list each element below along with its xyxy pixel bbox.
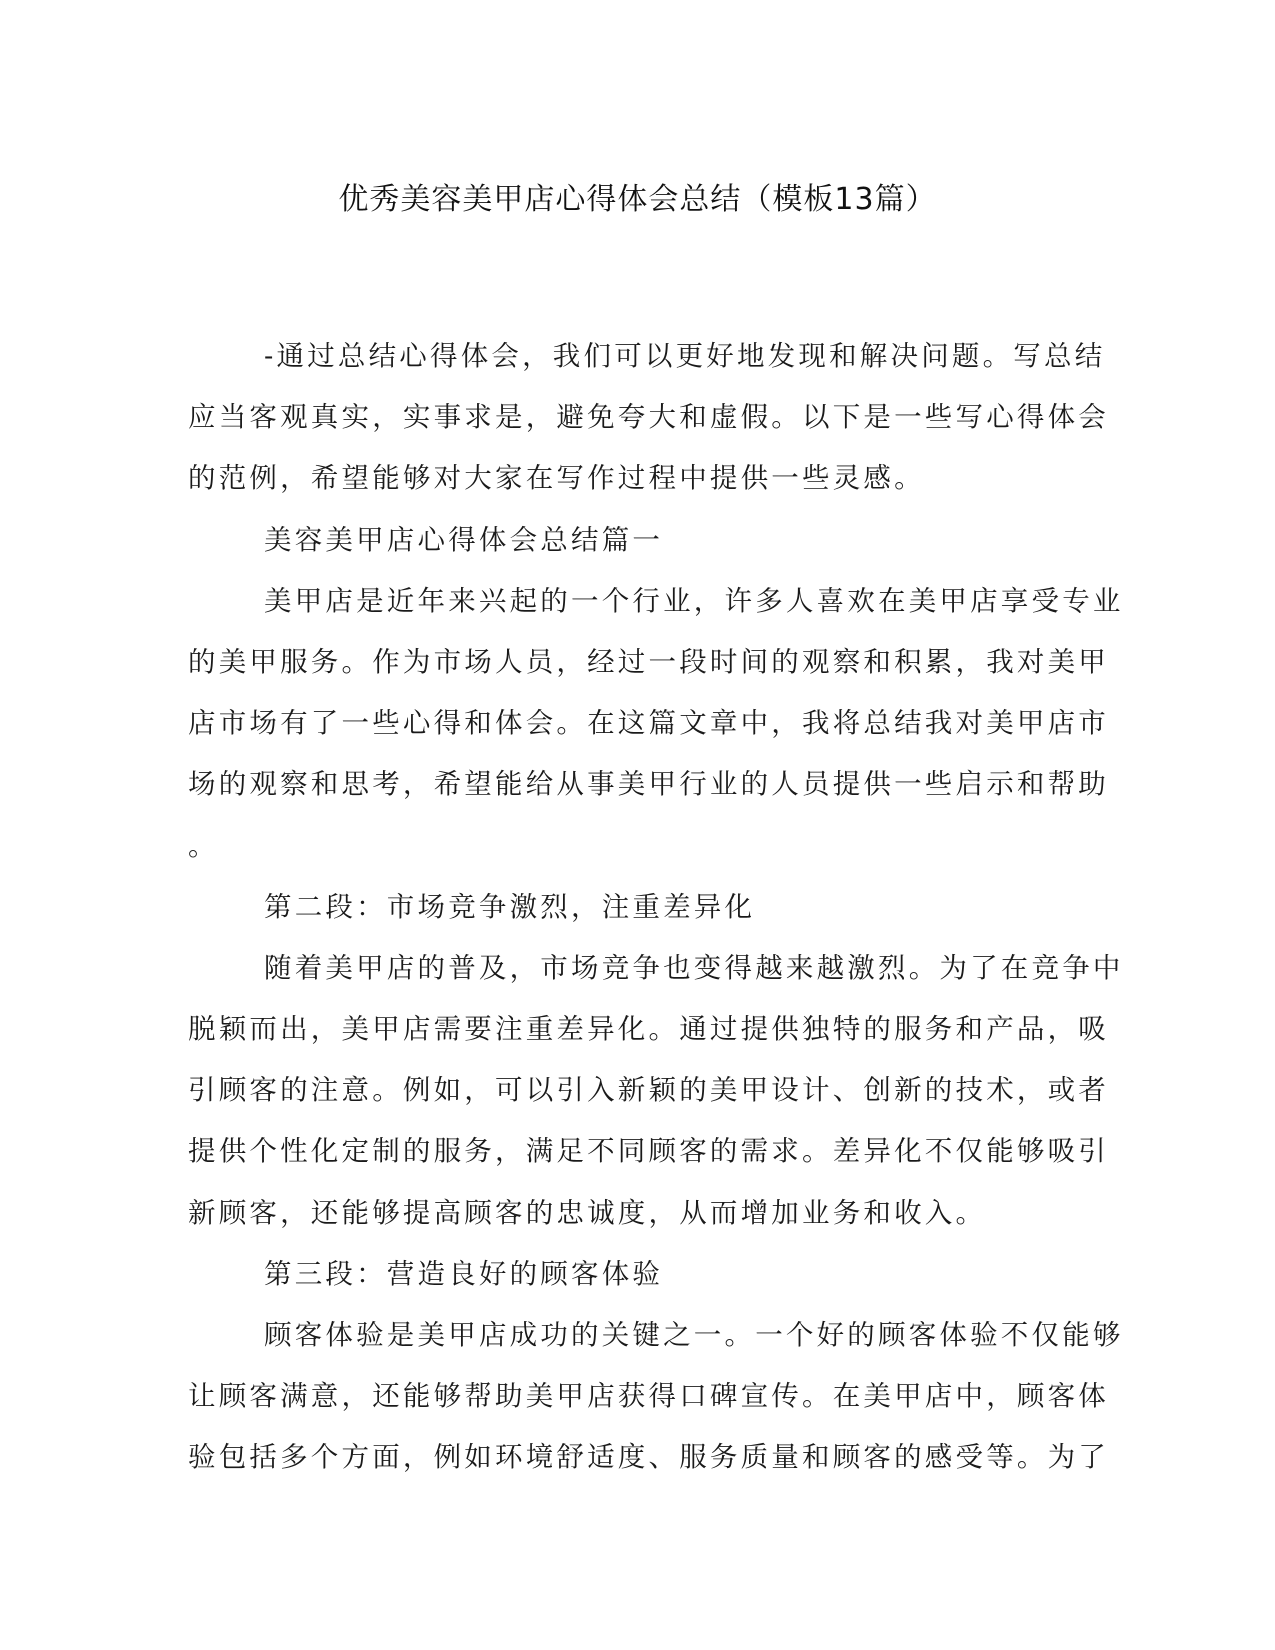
text-line: -通过总结心得体会，我们可以更好地发现和解决问题。写总结 [264,340,1106,372]
text-line: 新顾客，还能够提高顾客的忠诚度，从而增加业务和收入。 [188,1196,987,1229]
text-line: 美甲店是近年来兴起的一个行业，许多人喜欢在美甲店享受专业 [264,584,1124,617]
text-line: 让顾客满意，还能够帮助美甲店获得口碑宣传。在美甲店中，顾客体 [188,1380,1109,1413]
text-line: 的美甲服务。作为市场人员，经过一段时间的观察和积累，我对美甲 [188,645,1109,678]
text-line: 脱颖而出，美甲店需要注重差异化。通过提供独特的服务和产品，吸 [188,1013,1109,1046]
text-line: 第三段：营造良好的顾客体验 [264,1257,664,1290]
text-line: 的范例，希望能够对大家在写作过程中提供一些灵感。 [188,462,925,495]
document-body [188,326,1124,1489]
document-title: 优秀美容美甲店心得体会总结（模板13篇） [338,182,937,217]
text-line: 验包括多个方面，例如环境舒适度、服务质量和顾客的感受等。为了 [188,1441,1109,1474]
text-line: 顾客体验是美甲店成功的关键之一。一个好的顾客体验不仅能够 [264,1319,1124,1351]
text-line: 提供个性化定制的服务，满足不同顾客的需求。差异化不仅能够吸引 [188,1135,1109,1168]
text-line: 引顾客的注意。例如，可以引入新颖的美甲设计、创新的技术，或者 [188,1074,1109,1107]
text-line: 店市场有了一些心得和体会。在这篇文章中，我将总结我对美甲店市 [188,707,1109,740]
text-line: 。 [188,829,219,862]
text-line: 随着美甲店的普及，市场竞争也变得越来越激烈。为了在竞争中 [264,951,1124,984]
text-line: 场的观察和思考，希望能给从事美甲行业的人员提供一些启示和帮助 [188,768,1109,801]
text-line: 应当客观真实，实事求是，避免夸大和虚假。以下是一些写心得体会 [188,401,1109,434]
text-line: 美容美甲店心得体会总结篇一 [264,523,664,556]
text-line: 第二段：市场竞争激烈，注重差异化 [264,890,756,923]
